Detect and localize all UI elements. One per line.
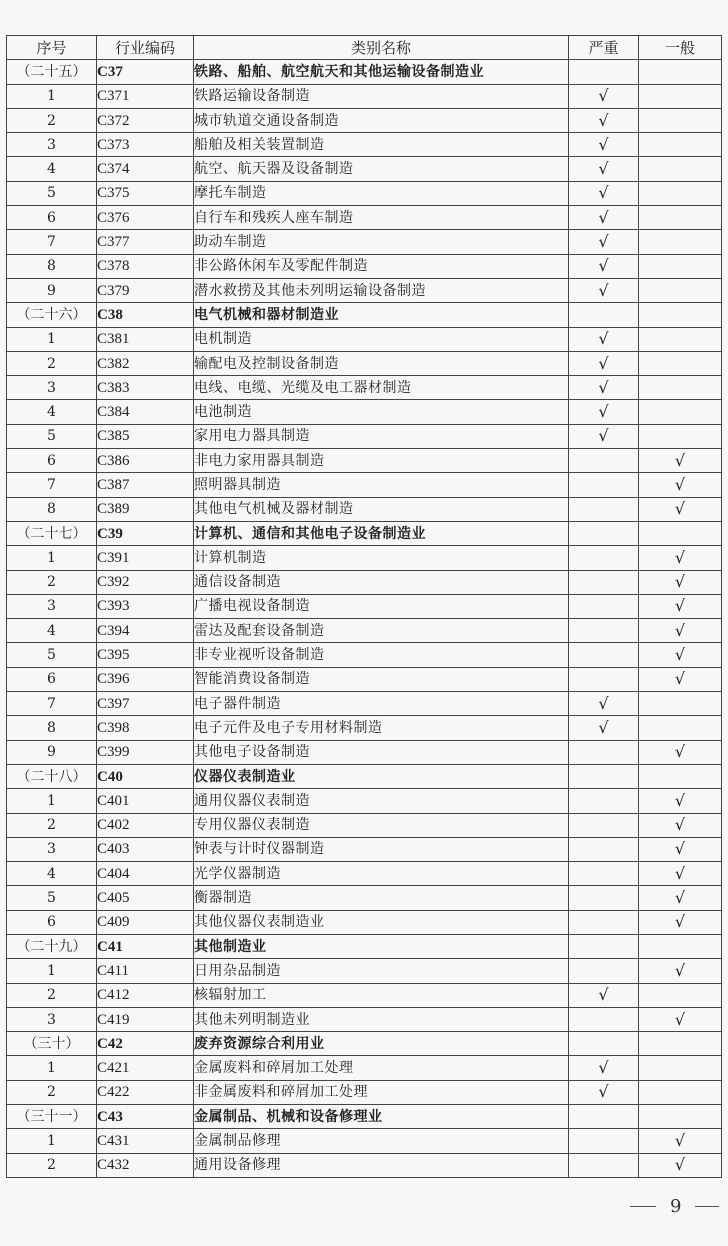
cell-severe-mark bbox=[569, 619, 639, 643]
header-code: 行业编码 bbox=[97, 36, 194, 60]
cell-severe-mark: √ bbox=[569, 157, 639, 181]
cell-industry-code: C409 bbox=[97, 910, 194, 934]
cell-seq: 4 bbox=[7, 862, 97, 886]
cell-seq: 8 bbox=[7, 254, 97, 278]
table-row bbox=[7, 351, 722, 375]
table-group-row bbox=[7, 1105, 722, 1129]
cell-general-mark bbox=[639, 181, 722, 205]
cell-general-mark: √ bbox=[639, 667, 722, 691]
cell-general-mark: √ bbox=[639, 643, 722, 667]
table-group-row bbox=[7, 934, 722, 958]
table-row bbox=[7, 570, 722, 594]
cell-seq: 1 bbox=[7, 1056, 97, 1080]
cell-industry-code: C43 bbox=[97, 1105, 194, 1129]
table-row bbox=[7, 837, 722, 861]
cell-severe-mark bbox=[569, 643, 639, 667]
cell-general-mark bbox=[639, 764, 722, 788]
table-row bbox=[7, 619, 722, 643]
cell-general-mark bbox=[639, 351, 722, 375]
cell-general-mark: √ bbox=[639, 959, 722, 983]
cell-seq: 5 bbox=[7, 886, 97, 910]
cell-industry-code: C404 bbox=[97, 862, 194, 886]
cell-seq: 8 bbox=[7, 497, 97, 521]
cell-general-mark: √ bbox=[639, 497, 722, 521]
table-row bbox=[7, 910, 722, 934]
industry-classification-table bbox=[6, 35, 722, 1178]
cell-industry-code: C373 bbox=[97, 133, 194, 157]
cell-industry-code: C393 bbox=[97, 594, 194, 618]
cell-general-mark bbox=[639, 84, 722, 108]
cell-severe-mark: √ bbox=[569, 84, 639, 108]
header-name: 类别名称 bbox=[194, 36, 569, 60]
cell-severe-mark bbox=[569, 910, 639, 934]
cell-category-name: 照明器具制造 bbox=[194, 473, 569, 497]
table-row bbox=[7, 278, 722, 302]
cell-severe-mark: √ bbox=[569, 278, 639, 302]
cell-severe-mark bbox=[569, 862, 639, 886]
table-row bbox=[7, 327, 722, 351]
header-general: 一般 bbox=[639, 36, 722, 60]
cell-industry-code: C398 bbox=[97, 716, 194, 740]
cell-severe-mark bbox=[569, 473, 639, 497]
cell-seq: （三十） bbox=[7, 1032, 97, 1056]
cell-industry-code: C375 bbox=[97, 181, 194, 205]
cell-category-name: 雷达及配套设备制造 bbox=[194, 619, 569, 643]
table-row bbox=[7, 1056, 722, 1080]
cell-seq: （二十七） bbox=[7, 521, 97, 545]
cell-industry-code: C402 bbox=[97, 813, 194, 837]
table-group-row bbox=[7, 521, 722, 545]
cell-category-name: 输配电及控制设备制造 bbox=[194, 351, 569, 375]
cell-industry-code: C40 bbox=[97, 764, 194, 788]
cell-seq: 6 bbox=[7, 667, 97, 691]
cell-seq: 1 bbox=[7, 84, 97, 108]
cell-category-name: 广播电视设备制造 bbox=[194, 594, 569, 618]
cell-seq: 9 bbox=[7, 278, 97, 302]
cell-category-name: 非专业视听设备制造 bbox=[194, 643, 569, 667]
cell-general-mark bbox=[639, 206, 722, 230]
table-row bbox=[7, 667, 722, 691]
cell-general-mark: √ bbox=[639, 910, 722, 934]
cell-severe-mark: √ bbox=[569, 983, 639, 1007]
cell-severe-mark bbox=[569, 60, 639, 84]
cell-seq: 3 bbox=[7, 594, 97, 618]
cell-category-name: 其他未列明制造业 bbox=[194, 1007, 569, 1031]
footer-dash-left bbox=[630, 1206, 656, 1207]
cell-industry-code: C42 bbox=[97, 1032, 194, 1056]
cell-seq: 1 bbox=[7, 959, 97, 983]
cell-industry-code: C381 bbox=[97, 327, 194, 351]
table-row bbox=[7, 449, 722, 473]
cell-category-name: 铁路、船舶、航空航天和其他运输设备制造业 bbox=[194, 60, 569, 84]
cell-seq: 1 bbox=[7, 546, 97, 570]
cell-severe-mark bbox=[569, 497, 639, 521]
cell-severe-mark: √ bbox=[569, 181, 639, 205]
cell-general-mark bbox=[639, 424, 722, 448]
cell-industry-code: C392 bbox=[97, 570, 194, 594]
cell-industry-code: C371 bbox=[97, 84, 194, 108]
cell-industry-code: C391 bbox=[97, 546, 194, 570]
cell-category-name: 智能消费设备制造 bbox=[194, 667, 569, 691]
cell-severe-mark bbox=[569, 594, 639, 618]
table-row bbox=[7, 886, 722, 910]
cell-seq: （二十六） bbox=[7, 303, 97, 327]
cell-industry-code: C403 bbox=[97, 837, 194, 861]
cell-category-name: 城市轨道交通设备制造 bbox=[194, 108, 569, 132]
cell-seq: 2 bbox=[7, 813, 97, 837]
cell-severe-mark: √ bbox=[569, 206, 639, 230]
cell-severe-mark bbox=[569, 546, 639, 570]
header-severe: 严重 bbox=[569, 36, 639, 60]
cell-industry-code: C419 bbox=[97, 1007, 194, 1031]
cell-seq: 6 bbox=[7, 206, 97, 230]
cell-general-mark: √ bbox=[639, 619, 722, 643]
cell-severe-mark: √ bbox=[569, 716, 639, 740]
cell-seq: （二十八） bbox=[7, 764, 97, 788]
table-row bbox=[7, 133, 722, 157]
cell-seq: 7 bbox=[7, 230, 97, 254]
cell-general-mark: √ bbox=[639, 813, 722, 837]
cell-category-name: 电气机械和器材制造业 bbox=[194, 303, 569, 327]
cell-severe-mark: √ bbox=[569, 327, 639, 351]
cell-general-mark bbox=[639, 1032, 722, 1056]
cell-seq: 4 bbox=[7, 400, 97, 424]
cell-seq: 6 bbox=[7, 449, 97, 473]
cell-general-mark bbox=[639, 278, 722, 302]
cell-general-mark bbox=[639, 230, 722, 254]
cell-industry-code: C431 bbox=[97, 1129, 194, 1153]
cell-severe-mark: √ bbox=[569, 230, 639, 254]
table-row bbox=[7, 1129, 722, 1153]
cell-severe-mark bbox=[569, 813, 639, 837]
cell-industry-code: C399 bbox=[97, 740, 194, 764]
cell-category-name: 其他仪器仪表制造业 bbox=[194, 910, 569, 934]
cell-category-name: 非金属废料和碎屑加工处理 bbox=[194, 1080, 569, 1104]
cell-category-name: 仪器仪表制造业 bbox=[194, 764, 569, 788]
cell-seq: 4 bbox=[7, 157, 97, 181]
cell-industry-code: C421 bbox=[97, 1056, 194, 1080]
cell-seq: 5 bbox=[7, 424, 97, 448]
cell-severe-mark: √ bbox=[569, 133, 639, 157]
cell-seq: （二十五） bbox=[7, 60, 97, 84]
cell-industry-code: C387 bbox=[97, 473, 194, 497]
cell-category-name: 助动车制造 bbox=[194, 230, 569, 254]
cell-industry-code: C377 bbox=[97, 230, 194, 254]
cell-general-mark bbox=[639, 1105, 722, 1129]
table-row bbox=[7, 594, 722, 618]
table-row bbox=[7, 789, 722, 813]
cell-category-name: 衡器制造 bbox=[194, 886, 569, 910]
cell-seq: 1 bbox=[7, 789, 97, 813]
cell-severe-mark bbox=[569, 521, 639, 545]
cell-seq: 9 bbox=[7, 740, 97, 764]
cell-general-mark bbox=[639, 303, 722, 327]
cell-industry-code: C432 bbox=[97, 1153, 194, 1177]
cell-general-mark: √ bbox=[639, 862, 722, 886]
cell-category-name: 电子器件制造 bbox=[194, 692, 569, 716]
table-row bbox=[7, 1080, 722, 1104]
cell-general-mark: √ bbox=[639, 1129, 722, 1153]
cell-severe-mark bbox=[569, 886, 639, 910]
cell-general-mark bbox=[639, 60, 722, 84]
cell-severe-mark bbox=[569, 1032, 639, 1056]
cell-general-mark bbox=[639, 376, 722, 400]
cell-general-mark bbox=[639, 716, 722, 740]
cell-category-name: 通用仪器仪表制造 bbox=[194, 789, 569, 813]
cell-industry-code: C422 bbox=[97, 1080, 194, 1104]
cell-general-mark bbox=[639, 934, 722, 958]
table-row bbox=[7, 959, 722, 983]
cell-severe-mark: √ bbox=[569, 108, 639, 132]
cell-industry-code: C39 bbox=[97, 521, 194, 545]
cell-seq: 2 bbox=[7, 983, 97, 1007]
cell-category-name: 家用电力器具制造 bbox=[194, 424, 569, 448]
cell-category-name: 核辐射加工 bbox=[194, 983, 569, 1007]
cell-industry-code: C382 bbox=[97, 351, 194, 375]
cell-category-name: 摩托车制造 bbox=[194, 181, 569, 205]
cell-severe-mark: √ bbox=[569, 254, 639, 278]
cell-industry-code: C385 bbox=[97, 424, 194, 448]
cell-severe-mark: √ bbox=[569, 376, 639, 400]
table-row bbox=[7, 1153, 722, 1177]
cell-seq: 3 bbox=[7, 837, 97, 861]
cell-category-name: 其他制造业 bbox=[194, 934, 569, 958]
cell-severe-mark bbox=[569, 1007, 639, 1031]
cell-seq: 2 bbox=[7, 570, 97, 594]
cell-general-mark bbox=[639, 108, 722, 132]
table-row bbox=[7, 424, 722, 448]
table-row bbox=[7, 692, 722, 716]
cell-severe-mark bbox=[569, 959, 639, 983]
cell-seq: （三十一） bbox=[7, 1105, 97, 1129]
cell-seq: 6 bbox=[7, 910, 97, 934]
cell-category-name: 非电力家用器具制造 bbox=[194, 449, 569, 473]
cell-general-mark: √ bbox=[639, 1153, 722, 1177]
cell-general-mark bbox=[639, 692, 722, 716]
footer-dash-right bbox=[695, 1206, 719, 1207]
cell-seq: 5 bbox=[7, 643, 97, 667]
cell-general-mark bbox=[639, 254, 722, 278]
table-row bbox=[7, 157, 722, 181]
cell-severe-mark bbox=[569, 303, 639, 327]
cell-industry-code: C401 bbox=[97, 789, 194, 813]
cell-seq: 3 bbox=[7, 133, 97, 157]
table-group-row bbox=[7, 303, 722, 327]
table-row bbox=[7, 84, 722, 108]
cell-general-mark: √ bbox=[639, 740, 722, 764]
cell-seq: 4 bbox=[7, 619, 97, 643]
cell-industry-code: C395 bbox=[97, 643, 194, 667]
cell-category-name: 其他电子设备制造 bbox=[194, 740, 569, 764]
cell-general-mark bbox=[639, 133, 722, 157]
cell-severe-mark bbox=[569, 1129, 639, 1153]
table-row bbox=[7, 230, 722, 254]
cell-general-mark bbox=[639, 521, 722, 545]
cell-seq: 7 bbox=[7, 692, 97, 716]
cell-category-name: 计算机制造 bbox=[194, 546, 569, 570]
cell-category-name: 光学仪器制造 bbox=[194, 862, 569, 886]
cell-industry-code: C37 bbox=[97, 60, 194, 84]
header-seq: 序号 bbox=[7, 36, 97, 60]
table-row bbox=[7, 643, 722, 667]
cell-general-mark: √ bbox=[639, 594, 722, 618]
cell-industry-code: C396 bbox=[97, 667, 194, 691]
cell-severe-mark bbox=[569, 740, 639, 764]
cell-category-name: 电池制造 bbox=[194, 400, 569, 424]
cell-category-name: 非公路休闲车及零配件制造 bbox=[194, 254, 569, 278]
table-row bbox=[7, 983, 722, 1007]
cell-category-name: 电子元件及电子专用材料制造 bbox=[194, 716, 569, 740]
table-group-row bbox=[7, 1032, 722, 1056]
cell-industry-code: C379 bbox=[97, 278, 194, 302]
cell-industry-code: C394 bbox=[97, 619, 194, 643]
cell-general-mark: √ bbox=[639, 837, 722, 861]
table-group-row bbox=[7, 60, 722, 84]
table-row bbox=[7, 862, 722, 886]
cell-seq: 2 bbox=[7, 108, 97, 132]
cell-general-mark: √ bbox=[639, 570, 722, 594]
cell-severe-mark bbox=[569, 570, 639, 594]
cell-general-mark: √ bbox=[639, 789, 722, 813]
cell-severe-mark: √ bbox=[569, 692, 639, 716]
cell-general-mark bbox=[639, 983, 722, 1007]
cell-category-name: 自行车和残疾人座车制造 bbox=[194, 206, 569, 230]
cell-category-name: 废弃资源综合利用业 bbox=[194, 1032, 569, 1056]
cell-general-mark bbox=[639, 1080, 722, 1104]
cell-category-name: 船舶及相关装置制造 bbox=[194, 133, 569, 157]
table-row bbox=[7, 108, 722, 132]
cell-seq: 2 bbox=[7, 1153, 97, 1177]
cell-industry-code: C372 bbox=[97, 108, 194, 132]
cell-category-name: 日用杂品制造 bbox=[194, 959, 569, 983]
table-row bbox=[7, 546, 722, 570]
table-group-row bbox=[7, 764, 722, 788]
cell-industry-code: C389 bbox=[97, 497, 194, 521]
page-footer bbox=[630, 1196, 719, 1217]
cell-seq: 3 bbox=[7, 376, 97, 400]
cell-general-mark: √ bbox=[639, 546, 722, 570]
cell-category-name: 钟表与计时仪器制造 bbox=[194, 837, 569, 861]
cell-category-name: 航空、航天器及设备制造 bbox=[194, 157, 569, 181]
cell-seq: 1 bbox=[7, 1129, 97, 1153]
table-row bbox=[7, 254, 722, 278]
cell-industry-code: C386 bbox=[97, 449, 194, 473]
table-row bbox=[7, 1007, 722, 1031]
cell-seq: （二十九） bbox=[7, 934, 97, 958]
table-row bbox=[7, 206, 722, 230]
cell-severe-mark: √ bbox=[569, 1080, 639, 1104]
table-row bbox=[7, 400, 722, 424]
cell-general-mark bbox=[639, 400, 722, 424]
cell-general-mark bbox=[639, 157, 722, 181]
cell-industry-code: C378 bbox=[97, 254, 194, 278]
cell-general-mark: √ bbox=[639, 449, 722, 473]
cell-severe-mark bbox=[569, 667, 639, 691]
cell-category-name: 电机制造 bbox=[194, 327, 569, 351]
cell-severe-mark bbox=[569, 837, 639, 861]
cell-category-name: 铁路运输设备制造 bbox=[194, 84, 569, 108]
cell-seq: 7 bbox=[7, 473, 97, 497]
cell-seq: 3 bbox=[7, 1007, 97, 1031]
cell-category-name: 金属制品修理 bbox=[194, 1129, 569, 1153]
cell-severe-mark bbox=[569, 934, 639, 958]
cell-seq: 1 bbox=[7, 327, 97, 351]
cell-seq: 8 bbox=[7, 716, 97, 740]
cell-category-name: 专用仪器仪表制造 bbox=[194, 813, 569, 837]
cell-seq: 2 bbox=[7, 1080, 97, 1104]
cell-industry-code: C397 bbox=[97, 692, 194, 716]
cell-industry-code: C376 bbox=[97, 206, 194, 230]
cell-category-name: 电线、电缆、光缆及电工器材制造 bbox=[194, 376, 569, 400]
cell-severe-mark bbox=[569, 1105, 639, 1129]
cell-industry-code: C374 bbox=[97, 157, 194, 181]
table-row bbox=[7, 497, 722, 521]
page-number: 9 bbox=[670, 1196, 682, 1217]
cell-severe-mark bbox=[569, 764, 639, 788]
table-body bbox=[7, 60, 722, 1178]
cell-general-mark: √ bbox=[639, 886, 722, 910]
cell-general-mark: √ bbox=[639, 473, 722, 497]
cell-industry-code: C384 bbox=[97, 400, 194, 424]
cell-general-mark: √ bbox=[639, 1007, 722, 1031]
cell-category-name: 金属废料和碎屑加工处理 bbox=[194, 1056, 569, 1080]
cell-industry-code: C41 bbox=[97, 934, 194, 958]
cell-severe-mark: √ bbox=[569, 1056, 639, 1080]
cell-severe-mark: √ bbox=[569, 351, 639, 375]
table-header-row bbox=[7, 36, 722, 60]
cell-category-name: 通信设备制造 bbox=[194, 570, 569, 594]
cell-general-mark bbox=[639, 1056, 722, 1080]
cell-category-name: 金属制品、机械和设备修理业 bbox=[194, 1105, 569, 1129]
cell-category-name: 潜水救捞及其他未列明运输设备制造 bbox=[194, 278, 569, 302]
cell-industry-code: C383 bbox=[97, 376, 194, 400]
cell-industry-code: C411 bbox=[97, 959, 194, 983]
table-row bbox=[7, 376, 722, 400]
cell-industry-code: C412 bbox=[97, 983, 194, 1007]
cell-seq: 5 bbox=[7, 181, 97, 205]
cell-category-name: 计算机、通信和其他电子设备制造业 bbox=[194, 521, 569, 545]
cell-industry-code: C405 bbox=[97, 886, 194, 910]
cell-category-name: 通用设备修理 bbox=[194, 1153, 569, 1177]
cell-severe-mark bbox=[569, 449, 639, 473]
cell-severe-mark: √ bbox=[569, 424, 639, 448]
table-row bbox=[7, 716, 722, 740]
cell-severe-mark: √ bbox=[569, 400, 639, 424]
cell-seq: 2 bbox=[7, 351, 97, 375]
table-row bbox=[7, 181, 722, 205]
cell-industry-code: C38 bbox=[97, 303, 194, 327]
cell-general-mark bbox=[639, 327, 722, 351]
cell-severe-mark bbox=[569, 1153, 639, 1177]
table-row bbox=[7, 740, 722, 764]
table-row bbox=[7, 473, 722, 497]
table-row bbox=[7, 813, 722, 837]
cell-severe-mark bbox=[569, 789, 639, 813]
cell-category-name: 其他电气机械及器材制造 bbox=[194, 497, 569, 521]
